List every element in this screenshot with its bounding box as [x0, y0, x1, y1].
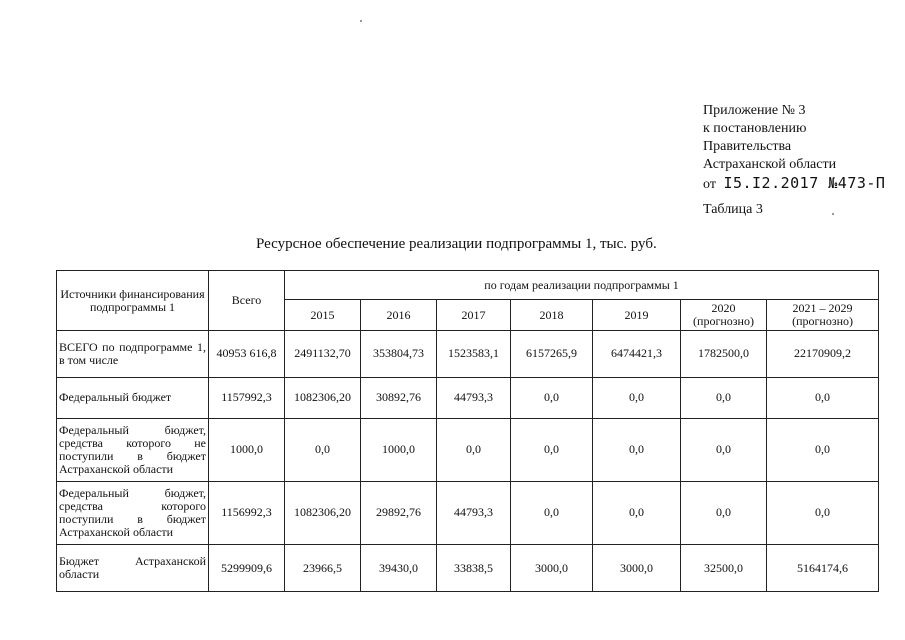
row-value: 3000,0: [511, 545, 593, 592]
row-value: 44793,3: [437, 377, 511, 418]
appendix-line-1: Приложение № 3: [703, 103, 806, 118]
row-value: 0,0: [285, 418, 361, 481]
scan-speck: [360, 20, 362, 22]
row-value: 1082306,20: [285, 377, 361, 418]
row-value: 29892,76: [361, 481, 437, 544]
table-row: [57, 377, 879, 418]
row-value: 3000,0: [593, 545, 681, 592]
row-total: 1156992,3: [209, 481, 285, 544]
date-handwritten: I5.I2.2017 №473-П: [723, 174, 886, 192]
appendix-line-3: Правительства: [703, 139, 792, 154]
header-year-2016: 2016: [361, 300, 437, 331]
row-value: 39430,0: [361, 545, 437, 592]
header-years-group: по годам реализации подпрограммы 1: [285, 271, 879, 300]
table-caption: Ресурсное обеспечение реализации подпрограммы 1, тыс. руб.: [256, 236, 657, 252]
row-value: 30892,76: [361, 377, 437, 418]
header-year-2015: 2015: [285, 300, 361, 331]
row-source: Федеральный бюджет, средства которого не поступили в бюджет Астраханской области: [57, 418, 209, 481]
row-value: 0,0: [593, 418, 681, 481]
appendix-line-4: Астраханской области: [703, 157, 837, 172]
header-year-2017: 2017: [437, 300, 511, 331]
row-value: 0,0: [681, 377, 767, 418]
header-total: Всего: [209, 271, 285, 331]
row-source: Федеральный бюджет: [57, 377, 209, 418]
row-total: 1000,0: [209, 418, 285, 481]
row-value: 0,0: [511, 418, 593, 481]
row-value: 32500,0: [681, 545, 767, 592]
row-value: 0,0: [767, 418, 879, 481]
appendix-block: [703, 102, 885, 194]
table-row: [57, 331, 879, 378]
row-total: 1157992,3: [209, 377, 285, 418]
header-year-2021-2029: 2021 – 2029 (прогнозно): [767, 300, 879, 331]
row-value: 1000,0: [361, 418, 437, 481]
row-value: 1782500,0: [681, 331, 767, 378]
date-prefix: от: [703, 177, 716, 192]
row-value: 353804,73: [361, 331, 437, 378]
row-value: 1082306,20: [285, 481, 361, 544]
row-value: 0,0: [437, 418, 511, 481]
row-value: 0,0: [511, 481, 593, 544]
row-value: 6474421,3: [593, 331, 681, 378]
row-total: 5299909,6: [209, 545, 285, 592]
row-source: Федеральный бюджет, средства которого поступили в бюджет Астраханской области: [57, 481, 209, 544]
appendix-date-line: [703, 174, 885, 194]
resource-table: [56, 270, 879, 592]
header-year-2018: 2018: [511, 300, 593, 331]
row-value: 0,0: [593, 377, 681, 418]
row-value: 5164174,6: [767, 545, 879, 592]
row-value: 33838,5: [437, 545, 511, 592]
row-value: 0,0: [681, 481, 767, 544]
row-value: 0,0: [593, 481, 681, 544]
header-year-2020: 2020 (прогнозно): [681, 300, 767, 331]
appendix-line-2: к постановлению: [703, 121, 807, 136]
header-year-2019: 2019: [593, 300, 681, 331]
row-value: 6157265,9: [511, 331, 593, 378]
row-total: 40953 616,8: [209, 331, 285, 378]
row-value: 0,0: [767, 481, 879, 544]
row-value: 0,0: [681, 418, 767, 481]
row-value: 44793,3: [437, 481, 511, 544]
row-value: 1523583,1: [437, 331, 511, 378]
scan-speck: [832, 213, 834, 215]
header-sources: Источники финансирования подпрограммы 1: [57, 271, 209, 331]
row-value: 0,0: [511, 377, 593, 418]
table-row: [57, 481, 879, 544]
table-row: [57, 545, 879, 592]
row-source: ВСЕГО по подпрограмме 1, в том числе: [57, 331, 209, 378]
row-value: 0,0: [767, 377, 879, 418]
row-source: Бюджет Астраханской области: [57, 545, 209, 592]
table-label: Таблица 3: [703, 202, 763, 217]
row-value: 2491132,70: [285, 331, 361, 378]
row-value: 23966,5: [285, 545, 361, 592]
table-row: [57, 418, 879, 481]
row-value: 22170909,2: [767, 331, 879, 378]
